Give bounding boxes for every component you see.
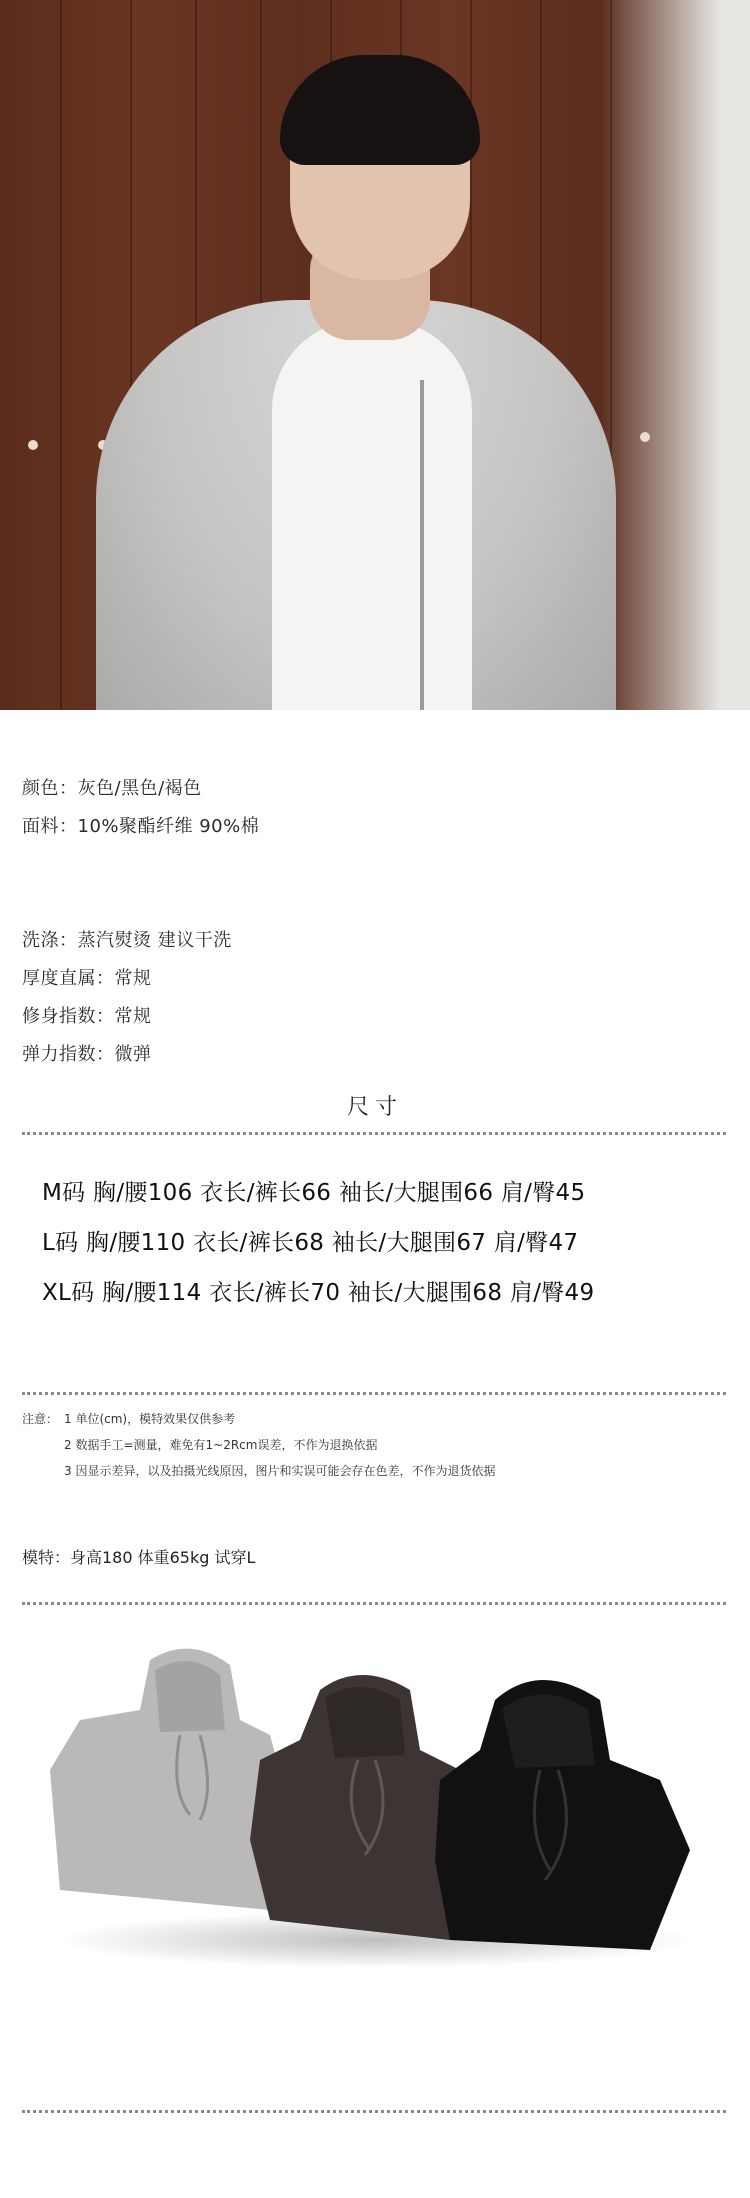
hoodies-product-photo — [40, 1640, 710, 1970]
spec-wash: 洗涤：蒸汽熨烫 建议干洗 — [22, 930, 232, 951]
note-item: 3 因显示差异，以及拍摄光线原因，图片和实误可能会存在色差，不作为退货依据 — [64, 1464, 496, 1478]
note-item: 1 单位(cm)，模特效果仅供参考 — [64, 1412, 236, 1426]
model-photo — [0, 0, 750, 710]
spec-color: 颜色：灰色/黑色/褐色 — [22, 778, 202, 799]
divider — [22, 2110, 726, 2113]
size-title: 尺寸 — [346, 1095, 403, 1120]
note-item: 2 数据手工=测量，难免有1~2Rcm误差，不作为退换依据 — [64, 1438, 378, 1452]
size-row-l: L码 胸/腰110 衣长/裤长68 袖长/大腿围67 肩/臀47 — [42, 1230, 579, 1256]
divider — [22, 1132, 726, 1135]
divider — [22, 1602, 726, 1605]
notes-label: 注意： — [22, 1412, 59, 1426]
spec-thickness: 厚度直属：常规 — [22, 968, 152, 989]
size-row-m: M码 胸/腰106 衣长/裤长66 袖长/大腿围66 肩/臀45 — [42, 1180, 586, 1206]
size-row-xl: XL码 胸/腰114 衣长/裤长70 袖长/大腿围68 肩/臀49 — [42, 1280, 595, 1306]
model-info: 模特：身高180 体重65kg 试穿L — [22, 1548, 256, 1567]
spec-stretch: 弹力指数：微弹 — [22, 1044, 152, 1065]
spec-fabric: 面料：10%聚酯纤维 90%棉 — [22, 816, 260, 837]
spec-fit: 修身指数：常规 — [22, 1006, 152, 1027]
divider — [22, 1392, 726, 1395]
